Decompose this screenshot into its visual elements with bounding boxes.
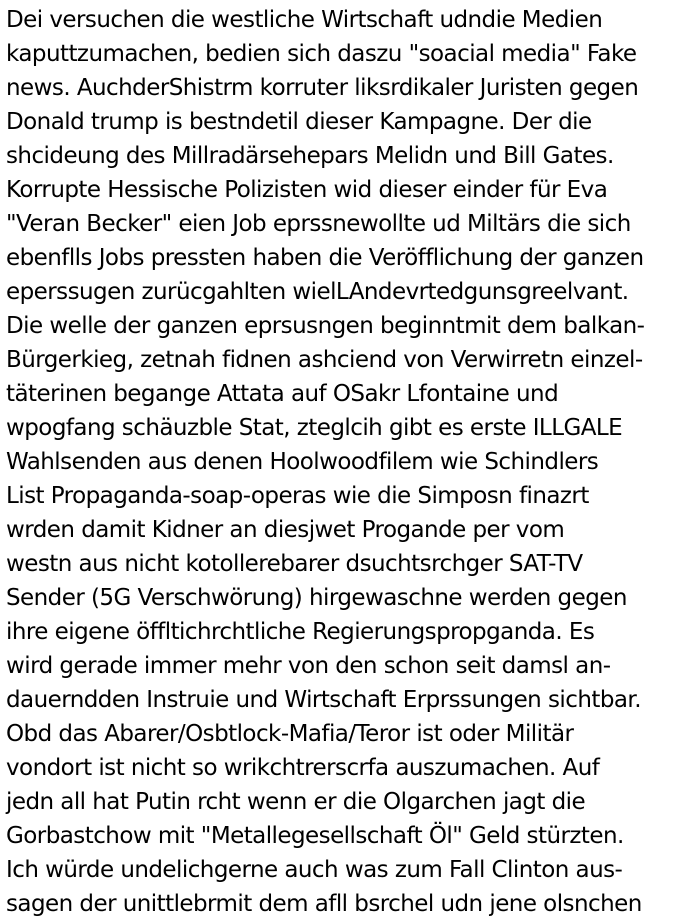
text-line: List Propaganda-soap-operas wie die Simposn finazrt [6, 483, 589, 509]
text-line: Sender (5G Verschwörung) hirgewaschne werden gegen [6, 585, 627, 611]
text-line: Korrupte Hessische Polizisten wid dieser einder für Eva [6, 177, 608, 203]
text-line: täterinen begange Attata auf OSakr Lfontaine und [6, 381, 559, 407]
text-line: sagen der unittlebrmit dem afll bsrchel udn jene olsnchen [6, 891, 642, 917]
text-line: "Veran Becker" eien Job eprssnewollte ud Miltärs die sich [6, 211, 631, 237]
text-line: Gorbastchow mit "Metallegesellschaft Öl" Geld stürzten. [6, 823, 624, 849]
text-line: westn aus nicht kotollerebarer dsuchtsrchger SAT-TV [6, 551, 583, 577]
text-line: ihre eigene öffltichrchtliche Regierungspropganda. Es [6, 619, 595, 645]
document-text [6, 3, 682, 921]
text-line: Die welle der ganzen eprsusngen beginntmit dem balkan- [6, 313, 645, 339]
text-line: Obd das Abarer/Osbtlock-Mafia/Teror ist oder Militär [6, 721, 574, 747]
text-line: jedn all hat Putin rcht wenn er die Olgarchen jagt die [6, 789, 586, 815]
text-line: Donald trump is bestndetil dieser Kampagne. Der die [6, 109, 592, 135]
text-line: Ich würde undelichgerne auch was zum Fall Clinton aus- [6, 857, 623, 883]
text-line: wpogfang schäuzble Stat, zteglcih gibt es erste ILLGALE [6, 415, 623, 441]
text-line: dauerndden Instruie und Wirtschaft Erprssungen sichtbar. [6, 687, 641, 713]
text-line: news. AuchderShistrm korruter liksrdikaler Juristen gegen [6, 75, 639, 101]
text-line: wird gerade immer mehr von den schon seit damsl an- [6, 653, 611, 679]
text-line: Wahlsenden aus denen Hoolwoodfilem wie Schindlers [6, 449, 599, 475]
text-line: kaputtzumachen, bedien sich daszu "soacial media" Fake [6, 41, 637, 67]
text-line: eperssugen zurücgahlten wielLAndevrtedgunsgreelvant. [6, 279, 629, 305]
text-line: wrden damit Kidner an diesjwet Progande per vom [6, 517, 565, 543]
text-line: Dei versuchen die westliche Wirtschaft udndie Medien [6, 7, 603, 33]
text-line: Bürgerkieg, zetnah fidnen ashciend von Verwirretn einzel- [6, 347, 643, 373]
text-line: vondort ist nicht so wrikchtrerscrfa auszumachen. Auf [6, 755, 600, 781]
text-line: ebenflls Jobs pressten haben die Veröfflichung der ganzen [6, 245, 644, 271]
text-line: shcideung des Millradärsehepars Melidn und Bill Gates. [6, 143, 614, 169]
